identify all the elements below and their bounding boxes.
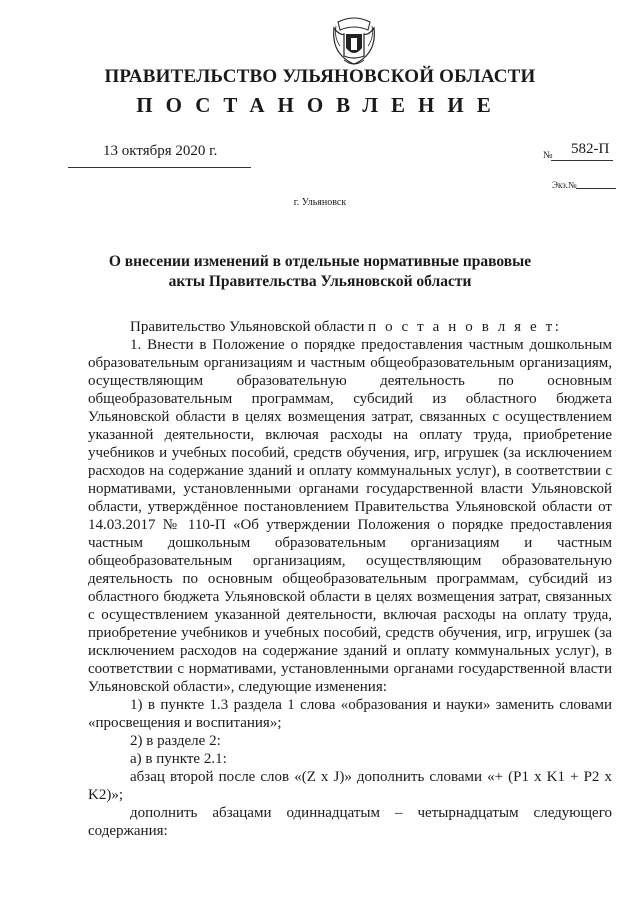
paragraph-6: дополнить абзацами одиннадцатым – четырнадцатым следующего содержания: [88,805,612,839]
intro-paragraph [88,318,612,336]
paragraph-2: 1) в пункте 1.3 раздела 1 слова «образования и науки» заменить словами «просвещения и воспитания»; [88,697,612,731]
paragraph-4: а) в пункте 2.1: [130,751,227,767]
copy-number-label: Экз.№ [552,180,577,190]
document-title: О внесении изменений в отдельные нормативные правовые акты Правительства Ульяновской области [108,253,532,290]
coat-of-arms-icon [330,16,378,68]
date-underline [68,167,251,168]
organization-title: ПРАВИТЕЛЬСТВО УЛЬЯНОВСКОЙ ОБЛАСТИ [104,66,536,87]
number-prefix: № [543,150,553,161]
copy-number-underline [576,188,616,189]
paragraph-1: 1. Внести в Положение о порядке предоставления частным дошкольным образовательным организациям и частным общеобразовательным организациям, осуществляющим образовательную деятельность по основным общеобразовательным программам, субсидий из областного бюджета Ульяновской области в целях возмещения затрат, связанных с осуществлением указанной деятельности, включая расходы на оплату труда, приобретение учебников и учебных пособий, средств обучения, игр, игрушек (за исключением расходов на содержание зданий и оплату коммунальных услуг), в соответствии с нормативами, установленными органами государственной власти Ульяновской области, утверждённое постановлением Правительства Ульяновской области от 14.03.2017 № 110-П «Об утверждении Положения о порядке предоставления частным дошкольным образовательным организациям и частным общеобразовательным организациям, осуществляющим образовательную деятельность по основным общеобразовательным программам, субсидий из областного бюджета Ульяновской области в целях возмещения затрат, связанных с осуществлением указанной деятельности, включая расходы на оплату труда, приобретение учебников и учебных пособий, средств обучения, игр, игрушек (за исключением расходов на содержание зданий и оплату коммунальных услуг), в соответствии с нормативами, установленными органами государственной власти Ульяновской области», следующие изменения: [88,337,612,695]
paragraph-5: абзац второй после слов «(Z x J)» дополнить словами «+ (P1 x K1 + P2 x K2)»; [88,769,612,803]
paragraph-3: 2) в разделе 2: [130,733,221,749]
document-type-heading: ПОСТАНОВЛЕНИЕ [136,93,504,117]
number-underline [551,160,613,161]
document-body [88,318,612,840]
document-number: 582-П [571,141,610,157]
document-date: 13 октября 2020 г. [103,143,218,159]
intro-decree: п о с т а н о в л я е т: [368,319,562,335]
city-name: г. Ульяновск [293,197,347,208]
intro-start: Правительство Ульяновской области [130,319,365,335]
